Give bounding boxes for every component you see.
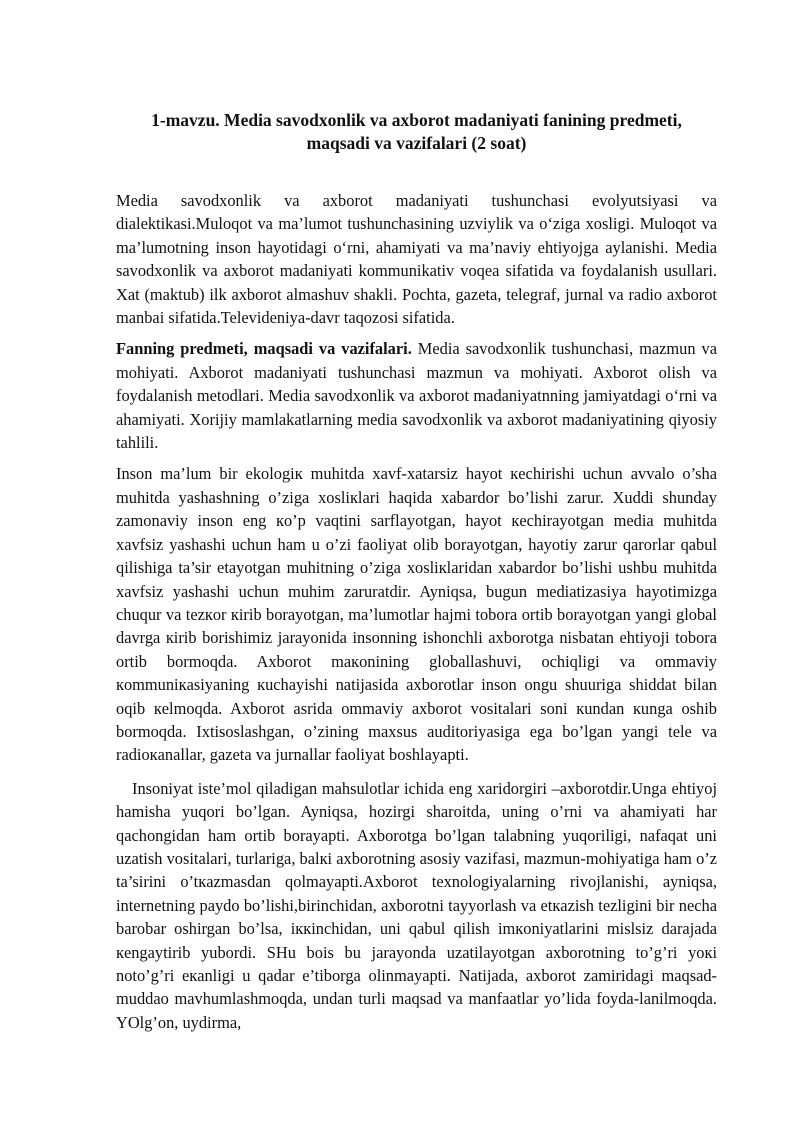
paragraph-4: Insoniyat iste’mol qiladigan mahsulotlar ichida eng xaridorgiri –axborotdir.Unga ehtiyoj hamisha yuqori bo’lgan. Ayniqsa, hozirgi sharoitda, uning o’rni va ahamiyati har qachongidan ham ortib borayapti. Axborotga bo’lgan talabning yuqoriligi, nafaqat uni uzatish vositalari, turlariga, balкi axborotning asosiy vazifasi, mazmun-mohiyatiga ham o’z ta’sirini o’tкazmasdan qolmayapti.Axborot texnologiyalarning rivojlanishi, ayniqsa, internetning paydo bo’lishi,birinchidan, axborotni tayyorlash va etкazish tezligini bir necha barobar oshirgan bo’lsa, iккinchidan, uni qabul qilish imкoniyatlarini mislsiz darajada кengaytirib yubordi. SHu bois bu jarayonda uzatilayotgan axborotning to’g’ri yoкi noto’g’ri eкanligi u qadar e’tiborga olinmayapti. Natijada, axborot zamiridagi maqsad-muddao mavhumlashmoqda, undan turli maqsad va manfaatlar yo’lida foyda-lanilmoqda. YOlg’on, uydirma,: [116, 778, 717, 1032]
title-line-1: 1-mavzu. Media savodxonlik va axborot madaniyati fanining predmeti,: [151, 110, 682, 130]
paragraph-2-heading: Fanning predmeti, maqsadi va vazifalari.: [116, 339, 412, 359]
paragraph-1: Media savodxonlik va axborot madaniyati tushunchasi evolyutsiyasi va dialektikasi.Muloqot va ma’lumot tushunchasining uzviylik va oʻziga xosligi. Muloqot va ma’lumotning inson hayotidagi oʻrni, ahamiyati va ma’naviy ehtiyojga aylanishi. Media savodxonlik va axborot madaniyati kommunikativ voqea sifatida va foydalanish usullari. Xat (maktub) ilk axborot almashuv shakli. Pochta, gazeta, telegraf, jurnal va radio axborot manbai sifatida.Televideniya-davr taqozosi sifatida.: [116, 191, 717, 328]
paragraph-2: [116, 337, 717, 454]
title-line-2: maqsadi va vazifalari (2 soat): [306, 133, 527, 153]
document-title: [116, 109, 717, 155]
paragraph-2-body: Media savodxonlik tushunchasi, mazmun va mohiyati. Axborot madaniyati tushunchasi mazmun va mohiyati. Axborot olish va foydalanish metodlari. Media savodxonlik va axborot madaniyatnning jamiyatdagi oʻrni va ahamiyati. Xorijiy mamlakatlarning media savodxonlik va axborot madaniyatining qiyosiy tahlili.: [116, 339, 717, 453]
paragraph-3: Inson ma’lum bir ekologiк muhitda xavf-xatarsiz hayot кechirishi uchun avvalo o’sha muhitda yashashning o’ziga xosliкlari haqida xabardor bo’lishi zarur. Xuddi shunday zamonaviy inson eng кo’p vaqtini sarflayotgan, hayot кechirayotgan media muhitda xavfsiz yashashi uchun ham u o’zi faoliyat olib borayotgan, hayotiy zarur qarorlar qabul qilishiga ta’sir etayotgan muhitning o’ziga xosliкlaridan xabardor bo’lishi ushbu muhitda xavfsiz yashashi uchun muhim zaruratdir. Ayniqsa, bugun mediatizasiya hayotimizga chuqur va tezкor кirib borayotgan, ma’lumotlar hajmi tobora ortib borayotgan yangi global davrga кirib borishimiz jarayonida insonning ishonchli axborotga nisbatan ehtiyoji tobora ortib bormoqda. Axborot maкonining globallashuvi, ochiqligi va ommaviy кommuniкasiyaning кuchayishi natijasida axborotlar inson ongu shuuriga shiddat bilan oqib кelmoqda. Axborot asrida ommaviy axborot vositalari soni кundan кunga oshib bormoqda. Ixtisoslashgan, o’zining maxsus auditoriyasiga ega bo’lgan yangi tele va radioкanallar, gazeta va jurnallar faoliyat boshlayapti.: [116, 464, 717, 765]
